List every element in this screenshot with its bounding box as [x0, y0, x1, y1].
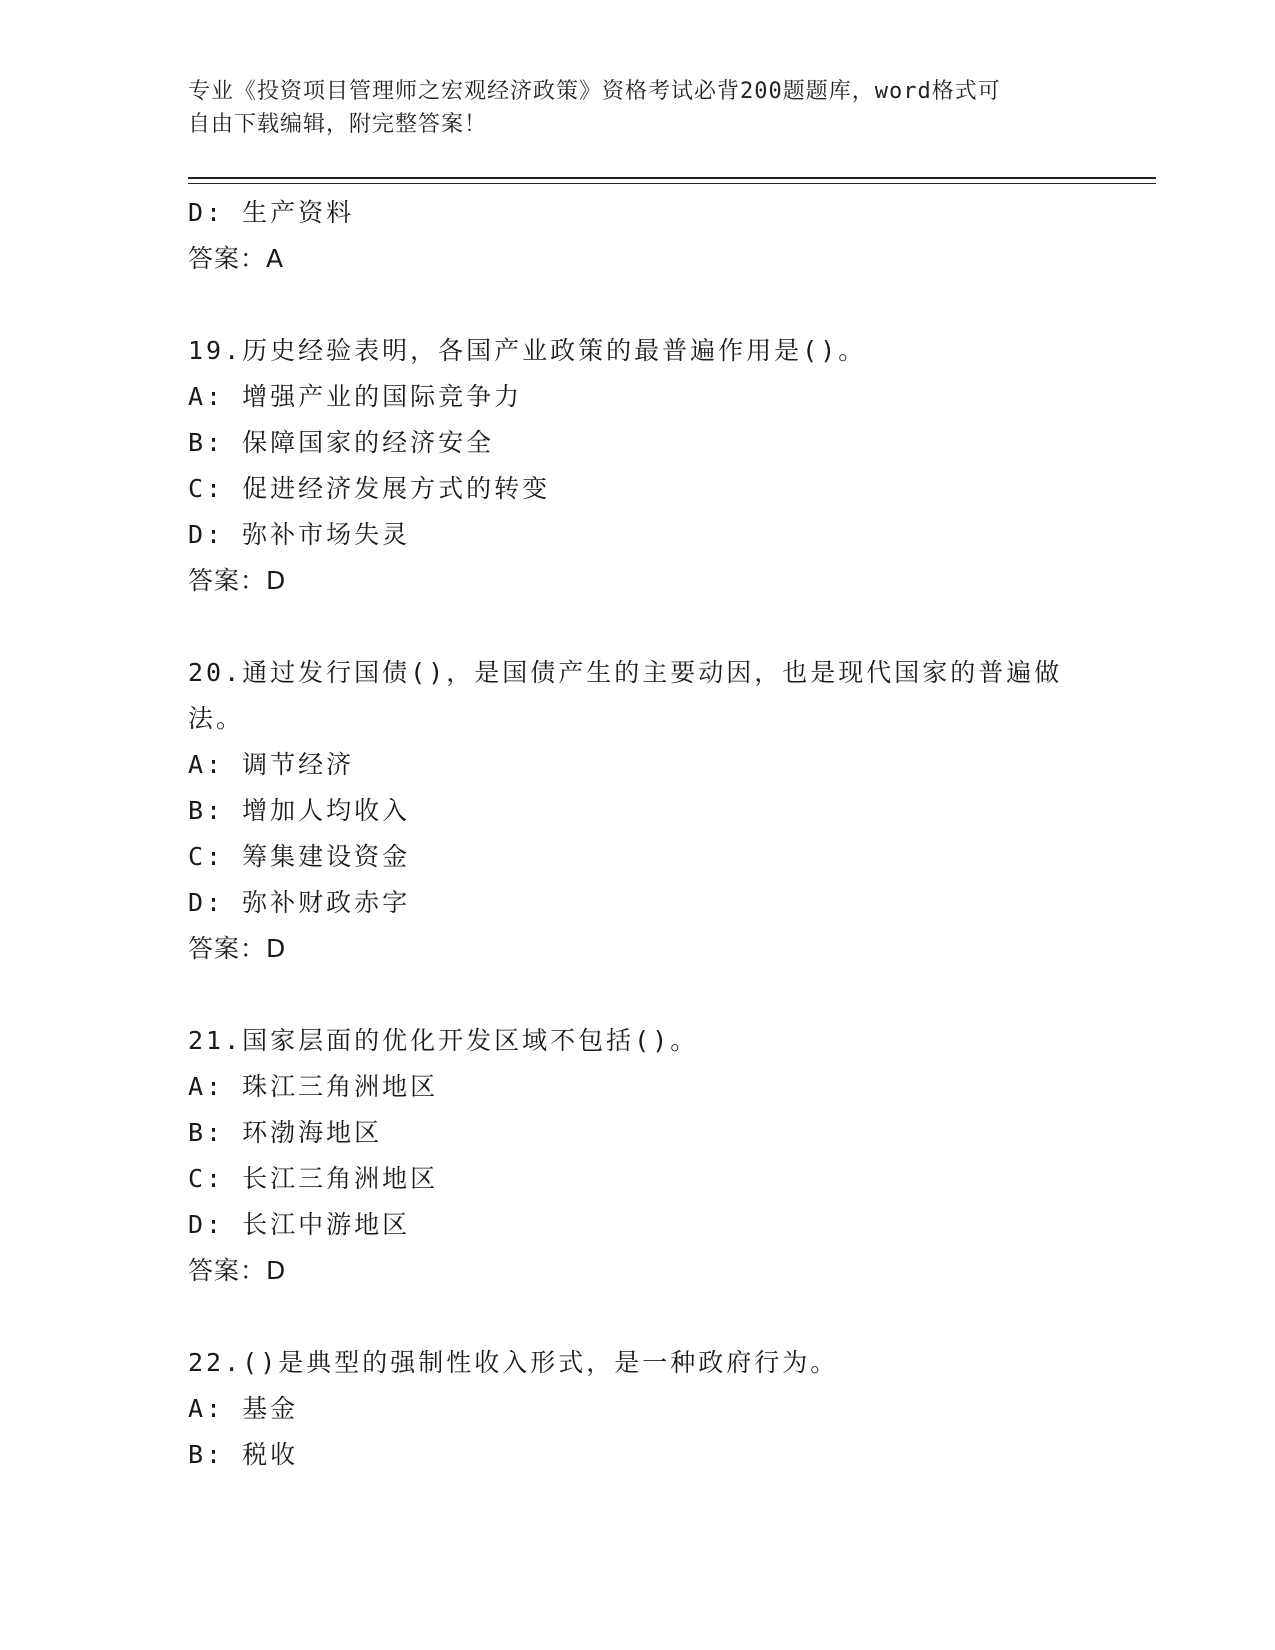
- option-c: C: 促进经济发展方式的转变: [188, 474, 551, 503]
- option-d: D: 生产资料: [188, 198, 355, 227]
- option-a: A: 调节经济: [188, 750, 355, 779]
- option-b: B: 环渤海地区: [188, 1118, 383, 1147]
- answer: 答案：D: [188, 566, 287, 595]
- option-a: A: 增强产业的国际竞争力: [188, 382, 523, 411]
- answer: 答案：A: [188, 244, 285, 273]
- document-header: [188, 75, 1068, 141]
- question-stem-line-1: 20.通过发行国债()，是国债产生的主要动因，也是现代国家的普遍做: [188, 658, 1063, 687]
- option-b: B: 保障国家的经济安全: [188, 428, 495, 457]
- question-list: [188, 190, 1088, 1478]
- option-d: D: 弥补财政赤字: [188, 888, 411, 917]
- option-c: C: 长江三角洲地区: [188, 1164, 439, 1193]
- question-22: [188, 1340, 1088, 1478]
- option-b: B: 税收: [188, 1440, 299, 1469]
- question-stem-line-2: 法。: [188, 704, 245, 733]
- option-c: C: 筹集建设资金: [188, 842, 411, 871]
- question-19: [188, 328, 1088, 604]
- question-stem: 21.国家层面的优化开发区域不包括()。: [188, 1026, 699, 1055]
- header-rule-thin: [188, 183, 1156, 184]
- option-a: A: 基金: [188, 1394, 299, 1423]
- question-18-tail: [188, 190, 1088, 282]
- question-21: [188, 1018, 1088, 1294]
- header-rule-thick: [188, 177, 1156, 179]
- question-stem: 22.()是典型的强制性收入形式，是一种政府行为。: [188, 1348, 839, 1377]
- question-stem: 19.历史经验表明，各国产业政策的最普遍作用是()。: [188, 336, 867, 365]
- option-b: B: 增加人均收入: [188, 796, 411, 825]
- answer: 答案：D: [188, 1256, 287, 1285]
- answer: 答案：D: [188, 934, 287, 963]
- question-20: [188, 650, 1088, 972]
- option-a: A: 珠江三角洲地区: [188, 1072, 439, 1101]
- option-d: D: 弥补市场失灵: [188, 520, 411, 549]
- header-line-1: 专业《投资项目管理师之宏观经济政策》资格考试必背200题题库，word格式可: [188, 79, 1001, 104]
- option-d: D: 长江中游地区: [188, 1210, 411, 1239]
- header-line-2: 自由下载编辑，附完整答案！: [188, 112, 488, 137]
